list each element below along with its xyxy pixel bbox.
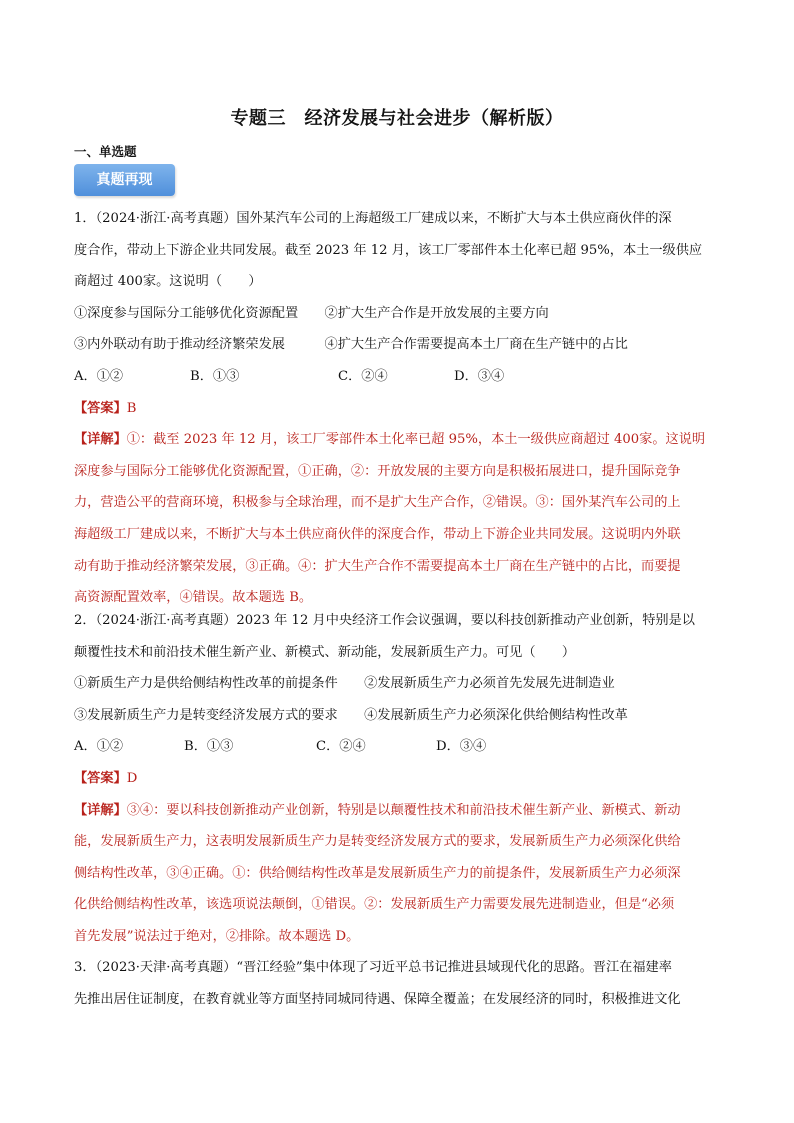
detail-line: 海超级工厂建成以来，不断扩大与本土供应商伙伴的深度合作，带动上下游企业共同发展。这说明内外联 [74,526,681,542]
detail-line: ①：截至 2023 年 12 月，该工厂零部件本土化率已超 95%，本土一级供应商超过 400家。这说明 [126,432,706,448]
detail-line: 首先发展”说法过于绝对，②排除。故本题选 D。 [74,928,360,944]
detail-line: 侧结构性改革，③④正确。①：供给侧结构性改革是发展新质生产力的前提条件，发展新质生产力必须深 [74,865,681,881]
question-1-statement: ③内外联动有助于推动经济繁荣发展 ④扩大生产合作需要提高本土厂商在生产链中的占比 [74,337,628,353]
option-a: A．①② [74,739,124,755]
section-badge: 真题再现 [74,164,175,196]
answer-value: D [126,770,138,786]
question-2-line: 颠覆性技术和前沿技术催生新产业、新模式、新动能，发展新质生产力。可见（ ） [74,644,576,660]
option-c: C．②④ [338,368,388,384]
option-a: A．①② [74,368,124,384]
option-d: D．③④ [454,368,505,384]
detail-line: 动有助于推动经济繁荣发展，③正确。④：扩大生产合作不需要提高本土厂商在生产链中的占比，而要提 [74,558,681,574]
question-3 [74,952,724,1015]
question-3-line: 3．（2023·天津·高考真题）“晋江经验”集中体现了习近平总书记推进县域现代化的思路。晋江在福建率 [74,960,672,975]
answer-label: 【答案】 [74,400,127,416]
detail-line: 力，营造公平的营商环境，积极参与全球治理，而不是扩大生产合作，②错误。③：国外某汽车公司的上 [74,495,681,511]
question-1-line: 1．（2024·浙江·高考真题）国外某汽车公司的上海超级工厂建成以来，不断扩大与本土供应商伙伴的深 [74,211,672,226]
question-3-line: 先推出居住证制度，在教育就业等方面坚持同城同待遇、保障全覆盖；在发展经济的同时，积极推进文化 [74,991,681,1007]
question-1-line: 度合作，带动上下游企业共同发展。截至 2023 年 12 月，该工厂零部件本土化率已超 95%，本土一级供应 [74,242,703,258]
question-2 [74,605,724,953]
option-c: C．②④ [316,739,366,755]
option-d: D．③④ [436,739,487,755]
question-2-answer [74,763,724,795]
detail-line: 高资源配置效率，④错误。故本题选 B。 [74,590,313,606]
detail-line: 化供给侧结构性改革，该选项说法颠倒，①错误。②：发展新质生产力需要发展先进制造业，但是“必须 [74,897,675,913]
detail-label: 【详解】 [74,432,127,448]
question-1-answer [74,393,724,425]
question-1-options [74,361,724,393]
question-2-statement: ①新质生产力是供给侧结构性改革的前提条件 ②发展新质生产力必须首先发展先进制造业 [74,676,615,692]
question-1 [74,203,724,614]
question-2-line: 2．（2024·浙江·高考真题）2023 年 12 月中央经济工作会议强调，要以科技创新推动产业创新，特别是以 [74,613,695,628]
question-2-options [74,731,724,763]
question-2-statement: ③发展新质生产力是转变经济发展方式的要求 ④发展新质生产力必须深化供给侧结构性改革 [74,707,628,723]
question-1-line: 商超过 400家。这说明（ ） [74,274,262,290]
detail-line: 能，发展新质生产力，这表明发展新质生产力是转变经济发展方式的要求，发展新质生产力必须深化供给 [74,834,681,850]
option-b: B．①③ [190,368,240,384]
detail-line: ③④：要以科技创新推动产业创新，特别是以颠覆性技术和前沿技术催生新产业、新模式、新动 [126,802,681,818]
answer-value: B [126,400,137,416]
answer-label: 【答案】 [74,770,127,786]
page-title: 专题三 经济发展与社会进步（解析版） [230,108,564,129]
detail-label: 【详解】 [74,802,127,818]
question-2-detail [74,795,724,827]
question-1-detail [74,424,724,456]
option-b: B．①③ [184,739,234,755]
question-1-statement: ①深度参与国际分工能够优化资源配置 ②扩大生产合作是开放发展的主要方向 [74,305,549,321]
section-heading: 一、单选题 [74,144,137,159]
detail-line: 深度参与国际分工能够优化资源配置，①正确，②：开放发展的主要方向是积极拓展进口，提升国际竞争 [74,463,681,479]
